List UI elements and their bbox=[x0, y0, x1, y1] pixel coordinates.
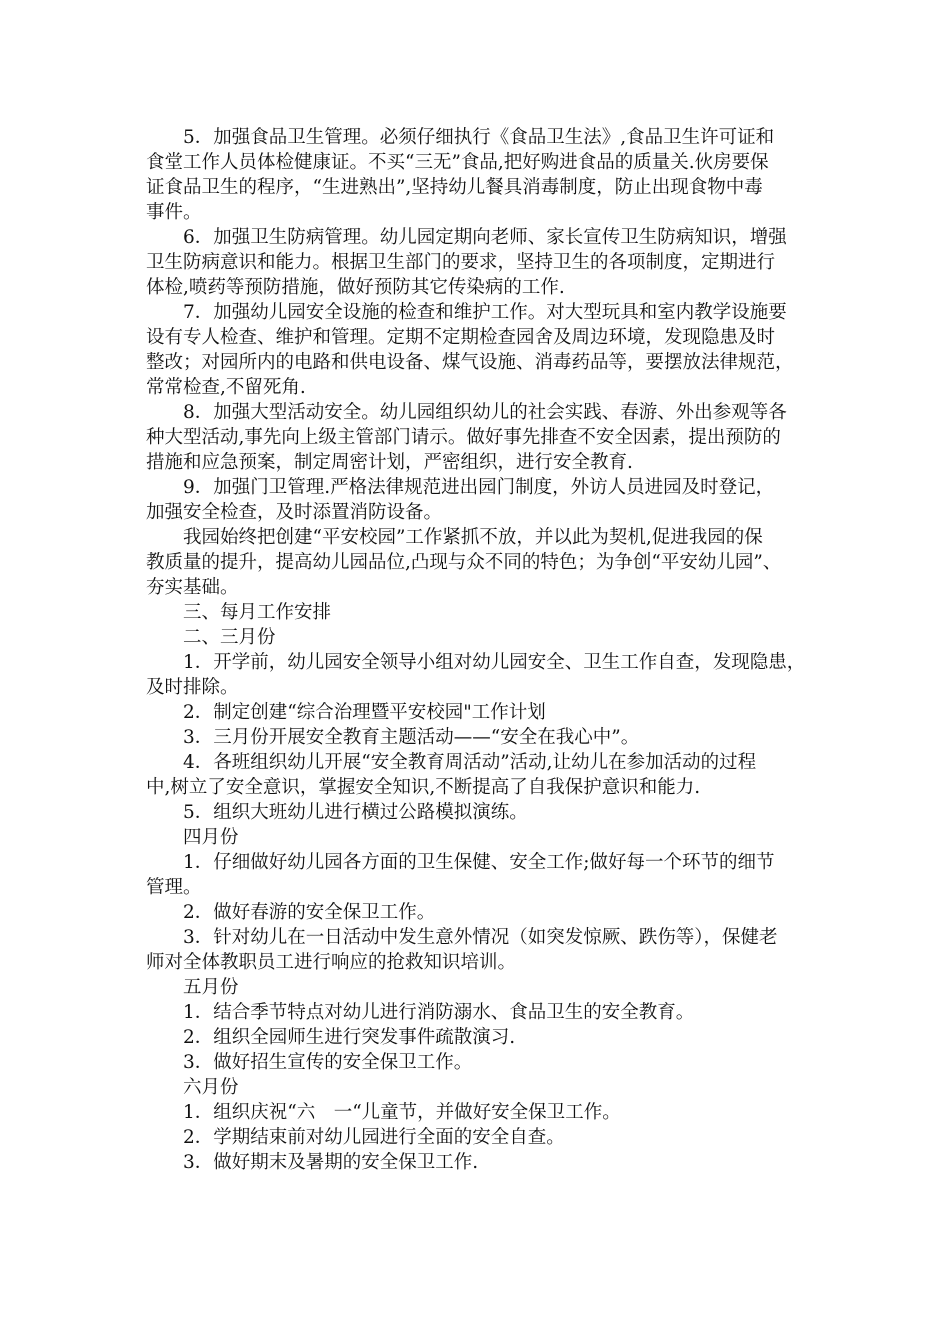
month-heading: 六月份 bbox=[183, 1077, 239, 1098]
text-line: 1．组织庆祝“六 一“儿童节，并做好安全保卫工作。 bbox=[183, 1102, 621, 1123]
text-line: 5．加强食品卫生管理。必须仔细执行《食品卫生法》,食品卫生许可证和 bbox=[183, 127, 775, 148]
text-line: 2．组织全园师生进行突发事件疏散演习. bbox=[183, 1027, 516, 1048]
text-line: 3．三月份开展安全教育主题活动——“安全在我心中”。 bbox=[183, 727, 640, 748]
text-line: 管理。 bbox=[146, 877, 202, 898]
text-line: 3．做好期末及暑期的安全保卫工作. bbox=[183, 1152, 479, 1173]
text-line: 2．制定创建“综合治理暨平安校园"工作计划 bbox=[183, 702, 546, 723]
text-line: 加强安全检查，及时添置消防设备。 bbox=[146, 502, 443, 523]
text-line: 夯实基础。 bbox=[146, 577, 239, 598]
text-line: 7．加强幼儿园安全设施的检查和维护工作。对大型玩具和室内教学设施要 bbox=[183, 302, 787, 323]
text-line: 5．组织大班幼儿进行横过公路模拟演练。 bbox=[183, 802, 528, 823]
text-line: 2．学期结束前对幼儿园进行全面的安全自查。 bbox=[183, 1127, 565, 1148]
text-line: 教质量的提升，提高幼儿园品位,凸现与众不同的特色；为争创“平安幼儿园”、 bbox=[146, 552, 782, 573]
text-line: 体检,喷药等预防措施，做好预防其它传染病的工作. bbox=[146, 277, 565, 298]
text-line: 1．仔细做好幼儿园各方面的卫生保健、安全工作;做好每一个环节的细节 bbox=[183, 852, 775, 873]
text-line: 及时排除。 bbox=[146, 677, 239, 698]
document-body bbox=[146, 125, 826, 1175]
text-line: 1．结合季节特点对幼儿进行消防溺水、食品卫生的安全教育。 bbox=[183, 1002, 695, 1023]
section-heading: 三、每月工作安排 bbox=[183, 602, 332, 623]
text-line: 事件。 bbox=[146, 202, 202, 223]
text-line: 4．各班组织幼儿开展“安全教育周活动”活动,让幼儿在参加活动的过程 bbox=[183, 752, 757, 773]
text-line: 6．加强卫生防病管理。幼儿园定期向老师、家长宣传卫生防病知识，增强 bbox=[183, 227, 787, 248]
text-line: 食堂工作人员体检健康证。不买“三无”食品,把好购进食品的质量关.伙房要保 bbox=[146, 152, 769, 173]
text-line: 种大型活动,事先向上级主管部门请示。做好事先排查不安全因素，提出预防的 bbox=[146, 427, 781, 448]
text-line: 中,树立了安全意识，掌握安全知识,不断提高了自我保护意识和能力. bbox=[146, 777, 701, 798]
text-line: 设有专人检查、维护和管理。定期不定期检查园舍及周边环境，发现隐患及时 bbox=[146, 327, 776, 348]
text-line: 9．加强门卫管理.严格法律规范进出园门制度，外访人员进园及时登记， bbox=[183, 477, 775, 498]
text-line: 措施和应急预案，制定周密计划，严密组织，进行安全教育. bbox=[146, 452, 633, 473]
text-line: 2．做好春游的安全保卫工作。 bbox=[183, 902, 436, 923]
text-line: 3．做好招生宣传的安全保卫工作。 bbox=[183, 1052, 473, 1073]
text-line: 卫生防病意识和能力。根据卫生部门的要求，坚持卫生的各项制度，定期进行 bbox=[146, 252, 776, 273]
text-line: 3．针对幼儿在一日活动中发生意外情况（如突发惊厥、跌伤等），保健老 bbox=[183, 927, 778, 948]
text-line: 常常检查,不留死角. bbox=[146, 377, 306, 398]
text-line: 1．开学前，幼儿园安全领导小组对幼儿园安全、卫生工作自查，发现隐患， bbox=[183, 652, 806, 673]
month-heading: 五月份 bbox=[183, 977, 239, 998]
text-line: 整改；对园所内的电路和供电设备、煤气设施、消毒药品等，要摆放法律规范， bbox=[146, 352, 794, 373]
text-line: 师对全体教职员工进行响应的抢救知识培训。 bbox=[146, 952, 517, 973]
text-line: 8．加强大型活动安全。幼儿园组织幼儿的社会实践、春游、外出参观等各 bbox=[183, 402, 787, 423]
month-heading: 四月份 bbox=[183, 827, 239, 848]
month-heading: 二、三月份 bbox=[183, 627, 276, 648]
text-line: 证食品卫生的程序，“生进熟出”,坚持幼儿餐具消毒制度，防止出现食物中毒 bbox=[146, 177, 763, 198]
text-line: 我园始终把创建“平安校园”工作紧抓不放，并以此为契机,促进我园的保 bbox=[183, 527, 763, 548]
